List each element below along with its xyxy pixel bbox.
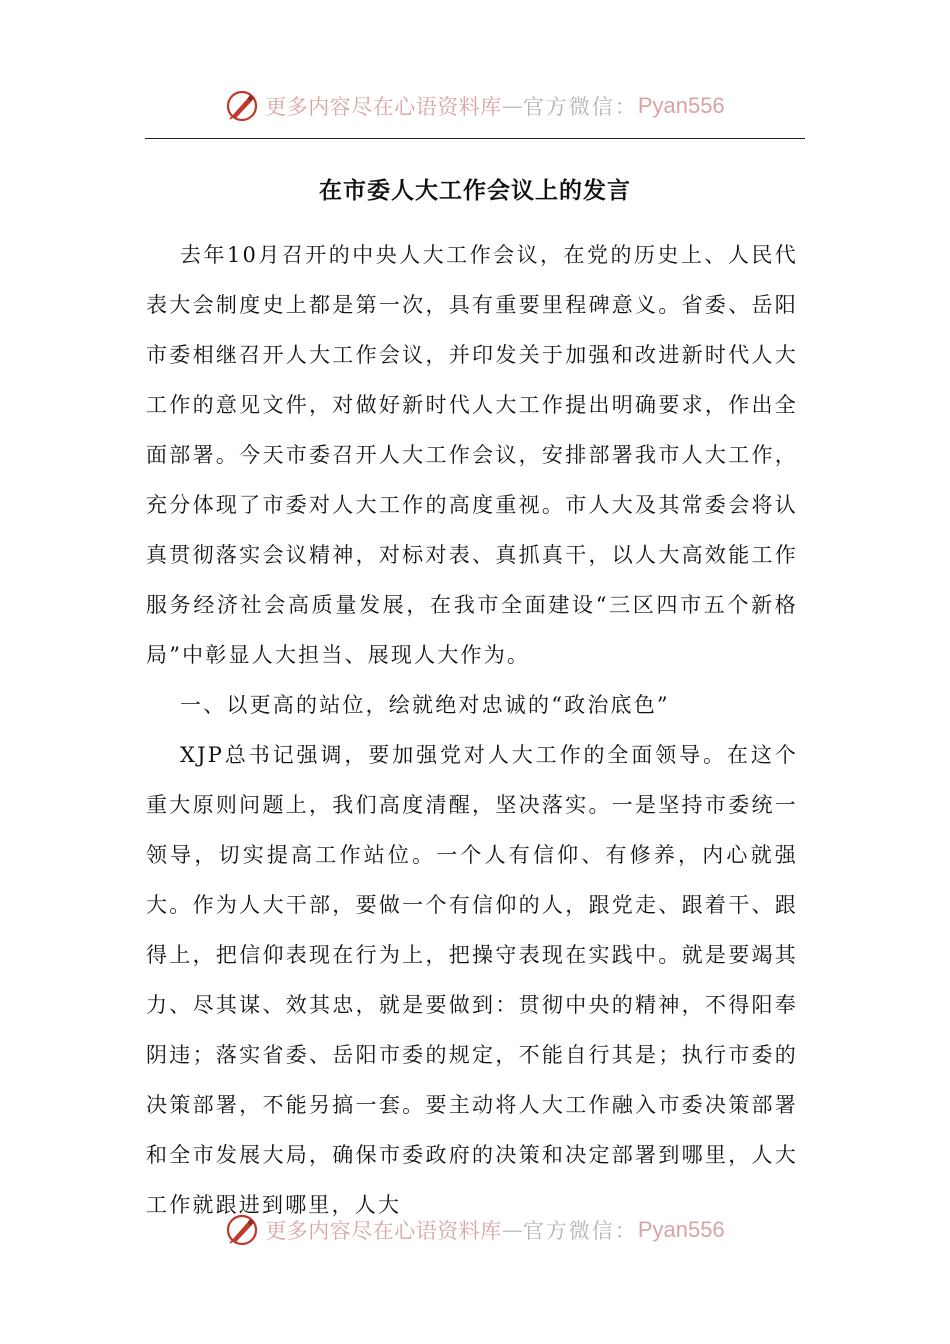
header-banner-text: 更多内容尽在心语资料库 — [265, 95, 502, 119]
document-title: 在市委人大工作会议上的发言 — [319, 177, 631, 204]
header-wechat-label: 官方微信： — [522, 95, 638, 119]
footer-wechat-id: Pyan556 — [637, 1217, 725, 1242]
footer-banner-separator: — — [501, 1218, 523, 1242]
header-watermark-banner — [0, 84, 950, 128]
footer-wechat-label: 官方微信： — [522, 1219, 638, 1243]
pen-logo-icon — [225, 1213, 259, 1247]
footer-banner-text: 更多内容尽在心语资料库 — [265, 1219, 502, 1243]
header-wechat-id: Pyan556 — [637, 93, 725, 118]
pen-logo-icon — [225, 89, 259, 123]
header-banner-separator: — — [501, 94, 523, 118]
footer-watermark-banner — [0, 1208, 950, 1252]
paragraph-intro: 去年10月召开的中央人大工作会议，在党的历史上、人民代表大会制度史上都是第一次，具有重要里程碑意义。省委、岳阳市委相继召开人大工作会议，并印发关于加强和改进新时代人大工作的意见文件，对做好新时代人大工作提出明确要求，作出全面部署。今天市委召开人大工作会议，安排部署我市人大工作，充分体现了市委对人大工作的高度重视。市人大及其常委会将认真贯彻落实会议精神，对标对表、真抓真干，以人大高效能工作服务经济社会高质量发展，在我市全面建设“三区四市五个新格局”中彰显人大担当、展现人大作为。 — [146, 243, 798, 667]
paragraph-section-1: XJP总书记强调，要加强党对人大工作的全面领导。在这个重大原则问题上，我们高度清醒，坚决落实。一是坚持市委统一领导，切实提高工作站位。一个人有信仰、有修养，内心就强大。作为人大干部，要做一个有信仰的人，跟党走、跟着干、跟得上，把信仰表现在行为上，把操守表现在实践中。就是要竭其力、尽其谋、效其忠，就是要做到：贯彻中央的精神，不得阳奉阴违；落实省委、岳阳市委的规定，不能自行其是；执行市委的决策部署，不能另搞一套。要主动将人大工作融入市委决策部署和全市发展大局，确保市委政府的决策和决定部署到哪里，人大工作就跟进到哪里，人大 — [146, 743, 798, 1217]
section-heading-1: 一、以更高的站位，绘就绝对忠诚的“政治底色” — [180, 693, 670, 717]
document-body — [146, 230, 798, 1230]
header-divider — [145, 138, 805, 139]
